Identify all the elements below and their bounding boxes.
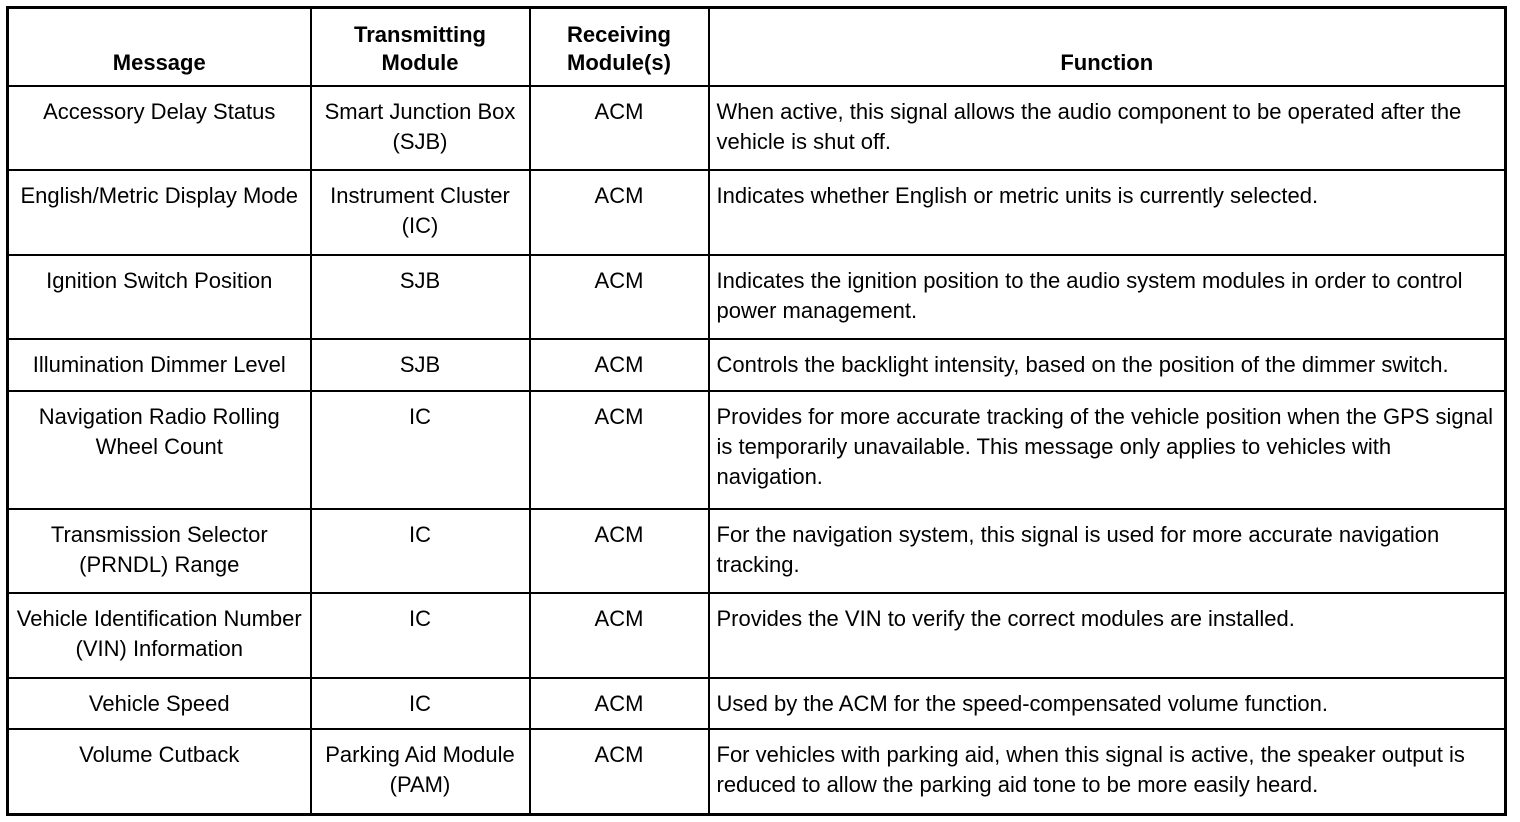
- header-transmitting-module: [311, 8, 530, 86]
- cell-message: Navigation Radio Rolling Wheel Count: [8, 391, 311, 509]
- cell-transmitting: SJB: [311, 255, 530, 340]
- cell-function: Provides for more accurate tracking of the vehicle position when the GPS signal is temporarily unavailable. This message only applies to vehicles with navigation.: [709, 391, 1506, 509]
- header-function: Function: [709, 8, 1506, 86]
- table-row: [8, 339, 1506, 390]
- cell-receiving: ACM: [530, 729, 709, 814]
- cell-function: For the navigation system, this signal is used for more accurate navigation tracking.: [709, 509, 1506, 594]
- cell-receiving: ACM: [530, 509, 709, 594]
- table-row: [8, 509, 1506, 594]
- cell-transmitting: IC: [311, 391, 530, 509]
- table-row: [8, 255, 1506, 340]
- cell-transmitting: IC: [311, 509, 530, 594]
- cell-transmitting: SJB: [311, 339, 530, 390]
- cell-message: Transmission Selector (PRNDL) Range: [8, 509, 311, 594]
- cell-transmitting: Instrument Cluster (IC): [311, 170, 530, 255]
- cell-transmitting: Smart Junction Box (SJB): [311, 86, 530, 171]
- cell-message: English/Metric Display Mode: [8, 170, 311, 255]
- cell-message: Vehicle Identification Number (VIN) Information: [8, 593, 311, 678]
- cell-message: Accessory Delay Status: [8, 86, 311, 171]
- cell-message: Illumination Dimmer Level: [8, 339, 311, 390]
- cell-transmitting: IC: [311, 678, 530, 729]
- header-row: [8, 8, 1506, 86]
- cell-receiving: ACM: [530, 86, 709, 171]
- cell-function: Provides the VIN to verify the correct modules are installed.: [709, 593, 1506, 678]
- header-transmitting-text: Transmitting Module: [353, 21, 486, 75]
- cell-function: When active, this signal allows the audio component to be operated after the vehicle is shut off.: [709, 86, 1506, 171]
- cell-receiving: ACM: [530, 339, 709, 390]
- cell-function: Used by the ACM for the speed-compensated volume function.: [709, 678, 1506, 729]
- cell-receiving: ACM: [530, 170, 709, 255]
- cell-function: Indicates the ignition position to the audio system modules in order to control power management.: [709, 255, 1506, 340]
- cell-message: Volume Cutback: [8, 729, 311, 814]
- cell-message: Vehicle Speed: [8, 678, 311, 729]
- header-message: Message: [8, 8, 311, 86]
- table-row: [8, 729, 1506, 814]
- cell-message: Ignition Switch Position: [8, 255, 311, 340]
- cell-receiving: ACM: [530, 593, 709, 678]
- table-row: [8, 86, 1506, 171]
- cell-function: For vehicles with parking aid, when this signal is active, the speaker output is reduced to allow the parking aid tone to be more easily heard.: [709, 729, 1506, 814]
- cell-receiving: ACM: [530, 391, 709, 509]
- cell-receiving: ACM: [530, 255, 709, 340]
- message-table: [6, 6, 1507, 816]
- cell-function: Controls the backlight intensity, based on the position of the dimmer switch.: [709, 339, 1506, 390]
- cell-transmitting: IC: [311, 593, 530, 678]
- cell-receiving: ACM: [530, 678, 709, 729]
- header-receiving-text: Receiving Module(s): [567, 21, 671, 75]
- table-row: [8, 391, 1506, 509]
- cell-function: Indicates whether English or metric units is currently selected.: [709, 170, 1506, 255]
- table-row: [8, 593, 1506, 678]
- header-receiving-modules: [530, 8, 709, 86]
- cell-transmitting: Parking Aid Module (PAM): [311, 729, 530, 814]
- table-row: [8, 170, 1506, 255]
- table-row: [8, 678, 1506, 729]
